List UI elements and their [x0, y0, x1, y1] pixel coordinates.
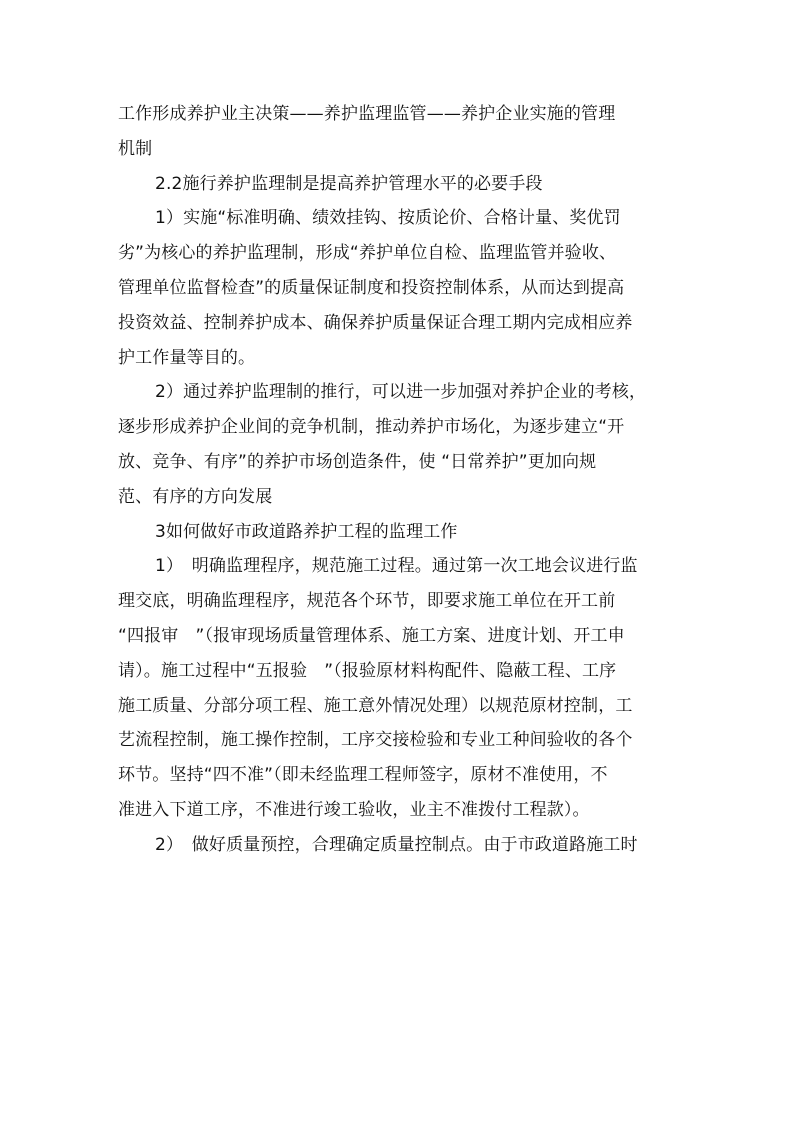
text-line: 理交底，明确监理程序，规范各个环节，即要求施工单位在开工前: [118, 591, 616, 612]
text-line: 准进入下道工序，不准进行竣工验收，业主不准拨付工程款）。: [118, 799, 590, 820]
section-heading: 2.2施行养护监理制是提高养护管理水平的必要手段: [155, 173, 543, 194]
body-text: [118, 97, 688, 863]
text-line: 逐步形成养护企业间的竞争机制，推动养护市场化，为逐步建立“开: [118, 417, 625, 438]
text-line: 管理单位监督检查”的质量保证制度和投资控制体系，从而达到提高: [118, 277, 625, 298]
text-line: 护工作量等目的。: [118, 347, 256, 368]
text-line: 请）。施工过程中“五报验 ”（报验原材料构配件、隐蔽工程、工序: [118, 660, 617, 681]
text-line: “四报审 ”（报审现场质量管理体系、施工方案、进度计划、开工申: [118, 625, 625, 646]
text-line: 施工质量、分部分项工程、施工意外情况处理）以规范原材控制，工: [118, 695, 633, 716]
text-line: 机制: [118, 138, 153, 159]
text-line: 投资效益、控制养护成本、确保养护质量保证合理工期内完成相应养: [118, 312, 633, 333]
text-line: 环节。坚持“四不准”（即未经监理工程师签字，原材不准使用，不: [118, 765, 608, 786]
text-line: 放、竞争、有序”的养护市场创造条件，使 “日常养护”更加向规: [118, 451, 597, 472]
text-line: 2） 做好质量预控，合理确定质量控制点。由于市政道路施工时: [155, 834, 638, 855]
text-line: 艺流程控制，施工操作控制，工序交接检验和专业工种间验收的各个: [118, 730, 633, 751]
text-line: 2）通过养护监理制的推行，可以进一步加强对养护企业的考核，: [155, 382, 647, 403]
section-heading: 3如何做好市政道路养护工程的监理工作: [155, 521, 458, 542]
text-line: 范、有序的方向发展: [118, 486, 273, 507]
text-line: 1） 明确监理程序，规范施工过程。通过第一次工地会议进行监: [155, 556, 638, 577]
text-line: 劣”为核心的养护监理制，形成“养护单位自检、监理监管并验收、: [118, 243, 617, 264]
text-line: 工作形成养护业主决策——养护监理监管——养护企业实施的管理: [118, 104, 616, 124]
text-line: 1）实施“标准明确、绩效挂钩、按质论价、合格计量、奖优罚: [155, 208, 621, 229]
